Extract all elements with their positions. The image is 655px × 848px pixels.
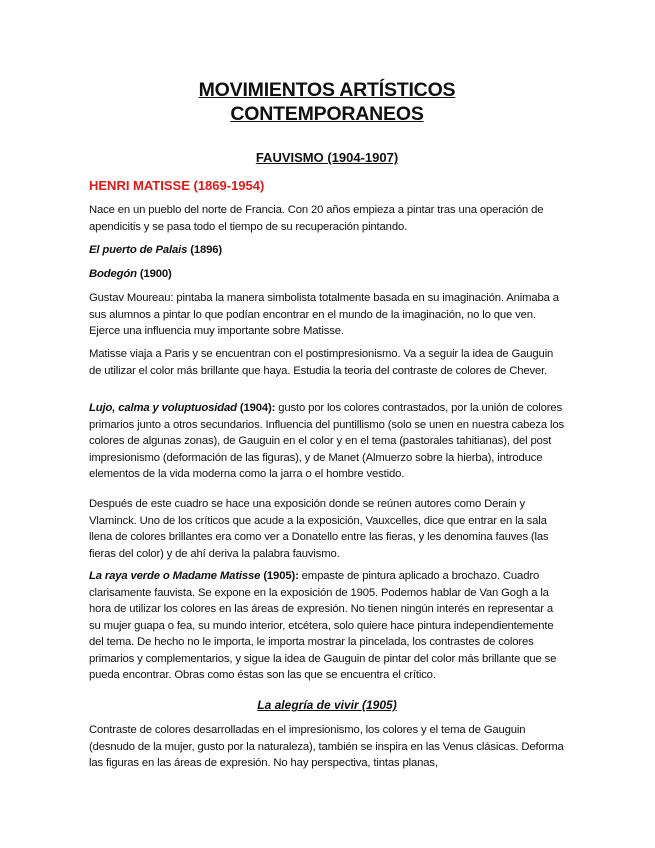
paragraph-paris: Matisse viaja a Paris y se encuentran con el postimpresionismo. Va a seguir la idea de Gauguin de utilizar el color más brillante que haya. Estudia la teoria del contraste de colores de Chever. bbox=[89, 348, 554, 377]
paragraph-text: gusto por los colores contrastados, por la unión de colores primarios junto a otros secundarios. Influencia del puntillismo (solo se unen en nuestra cabeza los colores de algunas zonas), de Gauguin en el color y en el tema (pastorales tahitianas), del post impresionismo (deformación de las figuras), y de Manet (Almuerzo sobre la hierba), introduce elementos de la vida moderna como la jarra o el hombre vestido. bbox=[89, 402, 564, 480]
work-year: (1904): bbox=[236, 402, 276, 414]
work-year: (1900) bbox=[136, 268, 172, 280]
section-title: FAUVISMO (1904-1907) bbox=[255, 150, 399, 165]
paragraph-text: empaste de pintura aplicado a brochazo. Cuadro clarisamente fauvista. Se expone en la exposición de 1905. Podemos hablar de Van Gogh a la hora de utilizar los colores en las áreas de expresión. No tienen ningún interés en representar a su mujer guapa o fea, su mundo interior, etcétera, solo quiere hace pintura independientemente del tema. De hecho no le importa, le importa mostrar la pincelada, los contrastes de colores primarios y complementarios, y sigue la idea de Gauguin de pintar del color más brillante que se pueda encontrar. Obras como éstas son las que se encuentra el crítico. bbox=[89, 570, 557, 681]
work-year: (1905): bbox=[260, 570, 299, 582]
title-line-2: CONTEMPORANEOS bbox=[230, 103, 424, 125]
work-el-puerto bbox=[89, 242, 565, 259]
work-bodegon bbox=[89, 266, 565, 283]
paragraph-lujo bbox=[89, 400, 565, 483]
work-title: Lujo, calma y voluptuosidad bbox=[89, 402, 237, 414]
paragraph-intro: Nace en un pueblo del norte de Francia. Con 20 años empieza a pintar tras una operación de apendicitis y se pasa todo el tiempo de su recuperación pintando. bbox=[89, 204, 544, 233]
paragraph-moureau: Gustav Moureau: pintaba la manera simbolista totalmente basada en su imaginación. Animaba a sus alumnos a pintar lo que podían encontrar en el mundo de la imaginación, no lo que ven. Ejerce una influencia muy importante sobre Matisse. bbox=[89, 292, 559, 337]
work-title: El puerto de Palais bbox=[89, 244, 188, 256]
work-year: (1896) bbox=[187, 244, 222, 256]
artist-heading: HENRI MATISSE (1869-1954) bbox=[89, 178, 265, 193]
paragraph-exposicion: Después de este cuadro se hace una exposición donde se reúnen autores como Derain y Vlaminck. Uno de los críticos que acude a la exposición, Vauxcelles, dice que entrar en la sala llena de colores brillantes era como ver a Donatello entre las fieras, y les denomina fauves (las fieras del color) y de ahí deriva la palabra fauvismo. bbox=[89, 498, 549, 560]
paragraph-raya-verde bbox=[89, 568, 565, 684]
work-title: Bodegón bbox=[89, 268, 137, 280]
document-content bbox=[89, 78, 565, 769]
work-heading-alegria: La alegría de vivir (1905) bbox=[257, 698, 397, 712]
paragraph-alegria: Contraste de colores desarrolladas en el impresionismo, los colores y el tema de Gauguin (desnudo de la mujer, gusto por la naturaleza), también se inspira en las Venus clásicas. Deforma las figuras en las áreas de expresión. No hay perspectiva, tintas planas, bbox=[89, 724, 564, 769]
work-title: La raya verde o Madame Matisse bbox=[89, 570, 261, 582]
title-line-1: MOVIMIENTOS ARTÍSTICOS bbox=[198, 79, 456, 101]
document-title bbox=[89, 78, 565, 126]
